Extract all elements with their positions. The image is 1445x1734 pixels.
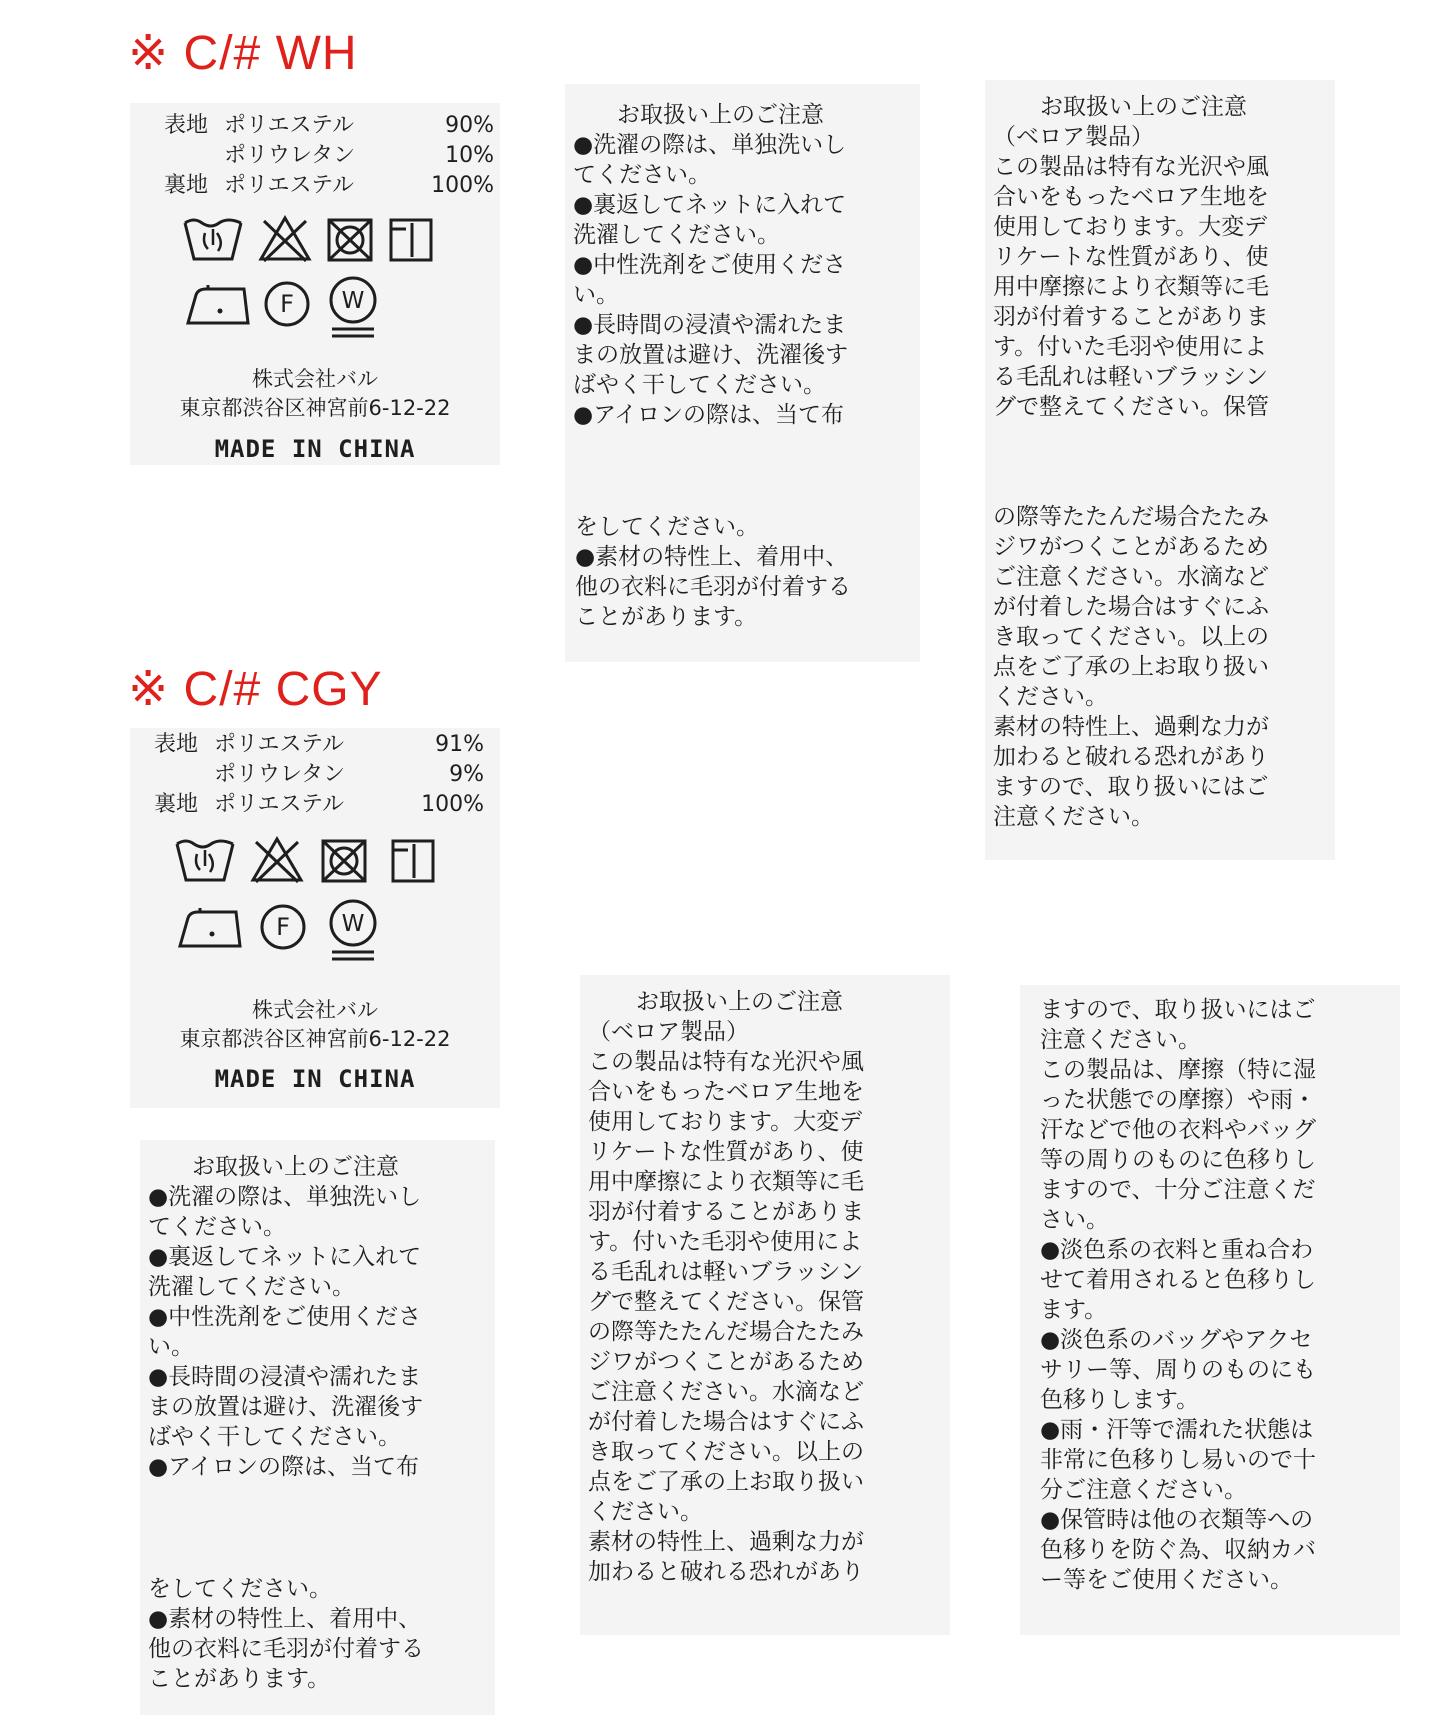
text-line: 使用しております。大変デ [993, 214, 1268, 240]
text-line: 等の周りのものに色移りし [1040, 1147, 1316, 1173]
text-line: 合いをもったベロア生地を [993, 184, 1269, 210]
text-line: が付着した場合はすぐにふ [588, 1409, 864, 1435]
text-line: まの放置は避け、洗濯後す [573, 342, 849, 368]
text-line: が付着した場合はすぐにふ [993, 594, 1269, 620]
text-line: せて着用されると色移りし [1040, 1267, 1316, 1293]
text-line: ますので、十分ご注意くだ [1040, 1177, 1316, 1203]
text-line: 注意ください。 [993, 804, 1154, 830]
text-line: ●保管時は他の衣類等への [1040, 1507, 1314, 1533]
caution-text-part2 [148, 1574, 424, 1694]
text-line: の際等たたんだ場合たたみ [588, 1319, 864, 1345]
fiber-row [164, 141, 494, 171]
text-line: ●裏返してネットに入れて [573, 192, 847, 218]
text-line: ばやく干してください。 [148, 1424, 401, 1450]
fiber-percent: 90% [445, 113, 494, 138]
text-line: ますので、取り扱いにはご [1040, 997, 1316, 1023]
washing-40-icon [174, 836, 236, 884]
text-line: 素材の特性上、過剰な力が [588, 1529, 864, 1555]
text-line: さい。 [1040, 1207, 1109, 1233]
fiber-material: ポリウレタン [214, 762, 346, 787]
no-bleach-icon [258, 215, 312, 263]
caution-text-part1 [148, 1182, 423, 1482]
fiber-label-cgy [130, 728, 500, 1108]
velour-subtitle: （ベロア製品） [588, 1019, 749, 1045]
text-line: 加わると破れる恐れがあり [588, 1559, 864, 1585]
text-line: ●淡色系のバッグやアクセ [1040, 1327, 1313, 1353]
text-line: 羽が付着することがありま [588, 1199, 864, 1225]
text-line: ●素材の特性上、着用中、 [148, 1606, 422, 1632]
caution-text-part1 [573, 130, 848, 430]
text-line: ます。 [1040, 1297, 1108, 1323]
color-transfer-label-cgy [1020, 985, 1400, 1635]
text-line: ●アイロンの際は、当て布 [573, 402, 844, 428]
text-line: ー等をご使用ください。 [1040, 1567, 1293, 1593]
text-line: す。付いた毛羽や使用によ [993, 334, 1268, 360]
no-tumble-dry-icon [320, 838, 368, 884]
caution-title: お取扱い上のご注意 [192, 1154, 399, 1180]
fiber-part: 表地 [164, 113, 209, 138]
text-line: 洗濯してください。 [148, 1274, 355, 1300]
velour-text-ab [588, 1047, 864, 1587]
iron-low-icon [174, 906, 244, 950]
color-transfer-text [1040, 995, 1316, 1595]
washing-40-icon [182, 215, 244, 263]
text-line: き取ってください。以上の [993, 624, 1269, 650]
text-line: 加わると破れる恐れがあり [993, 744, 1269, 770]
text-line: った状態での摩擦）や雨・ [1040, 1087, 1316, 1113]
text-line: ●素材の特性上、着用中、 [575, 544, 849, 570]
caution-text-part2 [575, 512, 851, 632]
fiber-row [164, 171, 494, 201]
velour-subtitle: （ベロア製品） [993, 124, 1154, 150]
fiber-percent: 100% [431, 173, 494, 198]
text-line: をしてください。 [575, 514, 759, 540]
text-line: リケートな性質があり、使 [993, 244, 1269, 270]
text-line: グで整えてください。保管 [993, 394, 1269, 420]
text-line: 非常に色移りし易いので十 [1040, 1447, 1316, 1473]
text-line: ご注意ください。水滴など [993, 564, 1269, 590]
text-line: てください。 [573, 162, 711, 188]
text-line: この製品は特有な光沢や風 [993, 154, 1269, 180]
fiber-material: ポリエステル [214, 732, 345, 757]
text-line: 他の衣料に毛羽が付着する [148, 1636, 424, 1662]
text-line: ●中性洗剤をご使用くださ [148, 1304, 422, 1330]
fiber-material: ポリウレタン [224, 143, 356, 168]
fiber-part: 表地 [154, 732, 199, 757]
text-line: ●中性洗剤をご使用くださ [573, 252, 847, 278]
text-line: る毛乱れは軽いブラッシン [588, 1259, 863, 1285]
text-line: 合いをもったベロア生地を [588, 1079, 864, 1105]
text-line: ジワがつくことがあるため [993, 534, 1269, 560]
text-line: る毛乱れは軽いブラッシン [993, 364, 1268, 390]
text-line: 用中摩擦により衣類等に毛 [588, 1169, 864, 1195]
fiber-percent: 9% [449, 762, 484, 787]
text-line: ●裏返してネットに入れて [148, 1244, 422, 1270]
fiber-row [164, 111, 494, 141]
text-line: ●長時間の浸漬や濡れたま [148, 1364, 422, 1390]
text-line: 点をご了承の上お取り扱い [588, 1469, 864, 1495]
iron-low-icon [182, 283, 252, 327]
made-in-label: MADE IN CHINA [214, 435, 416, 463]
fiber-material: ポリエステル [224, 113, 355, 138]
line-dry-icon [390, 838, 436, 884]
fiber-percent: 100% [421, 792, 484, 817]
company-address: 東京都渋谷区神宮前6-12-22 [179, 1027, 451, 1051]
fiber-row [154, 760, 484, 790]
text-line: 素材の特性上、過剰な力が [993, 714, 1269, 740]
text-line: ●洗濯の際は、単独洗いし [148, 1184, 422, 1210]
text-line: す。付いた毛羽や使用によ [588, 1229, 863, 1255]
text-line: 用中摩擦により衣類等に毛 [993, 274, 1269, 300]
text-line: ●淡色系の衣料と重ね合わ [1040, 1237, 1314, 1263]
fiber-material: ポリエステル [214, 792, 345, 817]
text-line: ください。 [993, 684, 1108, 710]
no-tumble-dry-icon [326, 217, 374, 263]
text-line: 汗などで他の衣料やバッグ [1040, 1117, 1316, 1143]
text-line: ●アイロンの際は、当て布 [148, 1454, 419, 1480]
text-line: ことがあります。 [148, 1666, 331, 1692]
text-line: 色移りします。 [1040, 1387, 1200, 1413]
fiber-percent: 10% [445, 143, 494, 168]
fiber-part: 裏地 [164, 173, 209, 198]
wet-clean-w-icon [326, 275, 380, 339]
text-line: き取ってください。以上の [588, 1439, 864, 1465]
text-line: ことがあります。 [575, 604, 758, 630]
text-line: い。 [573, 282, 619, 308]
text-line: ばやく干してください。 [573, 372, 826, 398]
fiber-row [154, 730, 484, 760]
velour-label-wh [985, 80, 1335, 860]
wet-clean-w-icon [326, 898, 380, 962]
text-line: ●雨・汗等で濡れた状態は [1040, 1417, 1314, 1443]
caution-label-cgy [140, 1140, 495, 1715]
no-bleach-icon [250, 836, 304, 884]
fiber-row [154, 790, 484, 820]
text-line: ●長時間の浸漬や濡れたま [573, 312, 847, 338]
dry-clean-f-icon [258, 902, 308, 952]
text-line: をしてください。 [148, 1576, 332, 1602]
text-line: この製品は特有な光沢や風 [588, 1049, 864, 1075]
svg-text:F: F [276, 913, 290, 941]
text-line: 羽が付着することがありま [993, 304, 1269, 330]
fiber-label-wh [130, 103, 500, 465]
text-line: この製品は、摩擦（特に湿 [1040, 1057, 1316, 1083]
text-line: 注意ください。 [1040, 1027, 1201, 1053]
text-line: グで整えてください。保管 [588, 1289, 864, 1315]
text-line: ジワがつくことがあるため [588, 1349, 864, 1375]
line-dry-icon [388, 217, 434, 263]
dry-clean-f-icon [262, 279, 312, 329]
velour-title: お取扱い上のご注意 [1040, 94, 1247, 120]
made-in-label: MADE IN CHINA [214, 1065, 416, 1093]
velour-title: お取扱い上のご注意 [636, 989, 843, 1015]
variant-header-wh: ※ C/# WH [128, 27, 358, 80]
text-line: 使用しております。大変デ [588, 1109, 863, 1135]
company-address: 東京都渋谷区神宮前6-12-22 [179, 396, 451, 420]
company-name: 株式会社バル [252, 998, 378, 1022]
caution-title: お取扱い上のご注意 [617, 102, 824, 128]
svg-text:W: W [341, 911, 365, 937]
text-line: 点をご了承の上お取り扱い [993, 654, 1269, 680]
text-line: サリー等、周りのものにも [1040, 1357, 1316, 1383]
text-line: まの放置は避け、洗濯後す [148, 1394, 424, 1420]
velour-text-b [993, 502, 1269, 832]
text-line: てください。 [148, 1214, 286, 1240]
text-line: ますので、取り扱いにはご [993, 774, 1269, 800]
text-line: 他の衣料に毛羽が付着する [575, 574, 851, 600]
svg-text:F: F [280, 290, 294, 318]
text-line: リケートな性質があり、使 [588, 1139, 864, 1165]
text-line: 洗濯してください。 [573, 222, 780, 248]
text-line: ご注意ください。水滴など [588, 1379, 864, 1405]
text-line: 色移りを防ぐ為、収納カバ [1040, 1537, 1316, 1563]
variant-header-cgy: ※ C/# CGY [128, 663, 383, 716]
velour-label-cgy [580, 975, 950, 1635]
text-line: 分ご注意ください。 [1040, 1477, 1247, 1503]
text-line: の際等たたんだ場合たたみ [993, 504, 1269, 530]
svg-text:W: W [341, 288, 365, 314]
company-name: 株式会社バル [252, 367, 378, 391]
fiber-material: ポリエステル [224, 173, 355, 198]
caution-label-wh [565, 84, 920, 662]
text-line: い。 [148, 1334, 194, 1360]
fiber-part: 裏地 [154, 792, 199, 817]
fiber-percent: 91% [435, 732, 484, 757]
text-line: ください。 [588, 1499, 703, 1525]
text-line: ●洗濯の際は、単独洗いし [573, 132, 847, 158]
velour-text-a [993, 152, 1269, 422]
